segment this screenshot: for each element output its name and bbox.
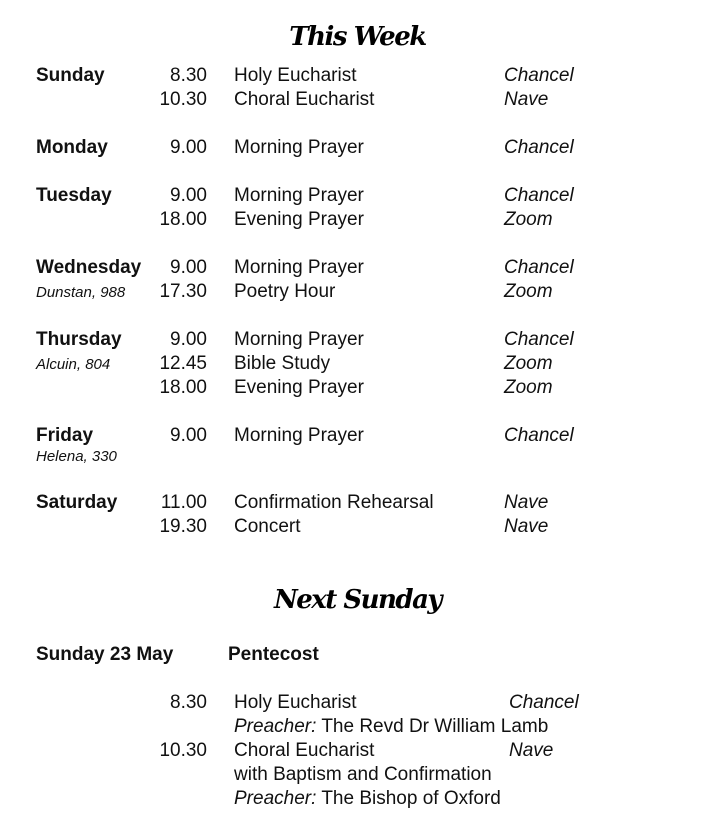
service-time: 8.30: [170, 65, 207, 86]
preacher-label: Preacher:: [234, 716, 317, 737]
service-name: Morning Prayer: [234, 257, 364, 278]
service-time: 18.00: [159, 377, 207, 398]
service-name: Morning Prayer: [234, 185, 364, 206]
service-time: 17.30: [159, 281, 207, 302]
service-name: Confirmation Rehearsal: [234, 492, 434, 513]
service-time: 18.00: [159, 209, 207, 230]
service-place: Chancel: [504, 65, 574, 86]
service-time: 9.00: [170, 257, 207, 278]
service-name: Concert: [234, 516, 301, 537]
service-time: 9.00: [170, 185, 207, 206]
preacher-name: The Bishop of Oxford: [321, 788, 501, 809]
service-extra: with Baptism and Confirmation: [234, 764, 492, 785]
service-name: Morning Prayer: [234, 425, 364, 446]
service-time: 19.30: [159, 516, 207, 537]
saint-label: Alcuin, 804: [36, 356, 111, 373]
preacher-name: The Revd Dr William Lamb: [321, 716, 549, 737]
service-place: Nave: [509, 740, 554, 761]
preacher-line: [234, 715, 548, 739]
service-place: Chancel: [504, 137, 574, 158]
service-place: Chancel: [504, 257, 574, 278]
service-place: Nave: [504, 89, 549, 110]
service-name: Holy Eucharist: [234, 65, 357, 86]
feast-name: Pentecost: [228, 644, 319, 665]
service-time: 9.00: [170, 329, 207, 350]
service-name: Evening Prayer: [234, 209, 364, 230]
day-label: Tuesday: [36, 185, 112, 206]
saint-label: Helena, 330: [36, 448, 117, 465]
next-sunday-date: Sunday 23 May: [36, 644, 174, 665]
this-week-heading: This Week: [289, 22, 426, 52]
service-place: Chancel: [504, 329, 574, 350]
service-name: Morning Prayer: [234, 137, 364, 158]
service-time: 10.30: [159, 89, 207, 110]
day-label: Friday: [36, 425, 94, 446]
preacher-line: [234, 787, 501, 811]
service-time: 10.30: [159, 740, 207, 761]
next-sunday-heading: Next Sunday: [273, 585, 442, 615]
service-place: Chancel: [504, 425, 574, 446]
service-place: Chancel: [509, 692, 579, 713]
saint-label: Dunstan, 988: [36, 284, 126, 301]
service-time: 9.00: [170, 425, 207, 446]
service-place: Nave: [504, 492, 549, 513]
day-label: Wednesday: [36, 257, 142, 278]
service-time: 8.30: [170, 692, 207, 713]
service-place: Nave: [504, 516, 549, 537]
service-name: Choral Eucharist: [234, 740, 375, 761]
service-time: 9.00: [170, 137, 207, 158]
service-name: Holy Eucharist: [234, 692, 357, 713]
service-time: 12.45: [159, 353, 207, 374]
service-place: Zoom: [504, 377, 553, 398]
service-name: Poetry Hour: [234, 281, 336, 302]
service-place: Chancel: [504, 185, 574, 206]
day-label: Sunday: [36, 65, 105, 86]
service-name: Morning Prayer: [234, 329, 364, 350]
service-place: Zoom: [504, 353, 553, 374]
service-name: Evening Prayer: [234, 377, 364, 398]
service-name: Choral Eucharist: [234, 89, 375, 110]
preacher-label: Preacher:: [234, 788, 317, 809]
day-label: Thursday: [36, 329, 122, 350]
day-label: Saturday: [36, 492, 118, 513]
service-time: 11.00: [160, 492, 207, 513]
service-name: Bible Study: [234, 353, 331, 374]
service-place: Zoom: [504, 281, 553, 302]
day-label: Monday: [36, 137, 108, 158]
service-place: Zoom: [504, 209, 553, 230]
